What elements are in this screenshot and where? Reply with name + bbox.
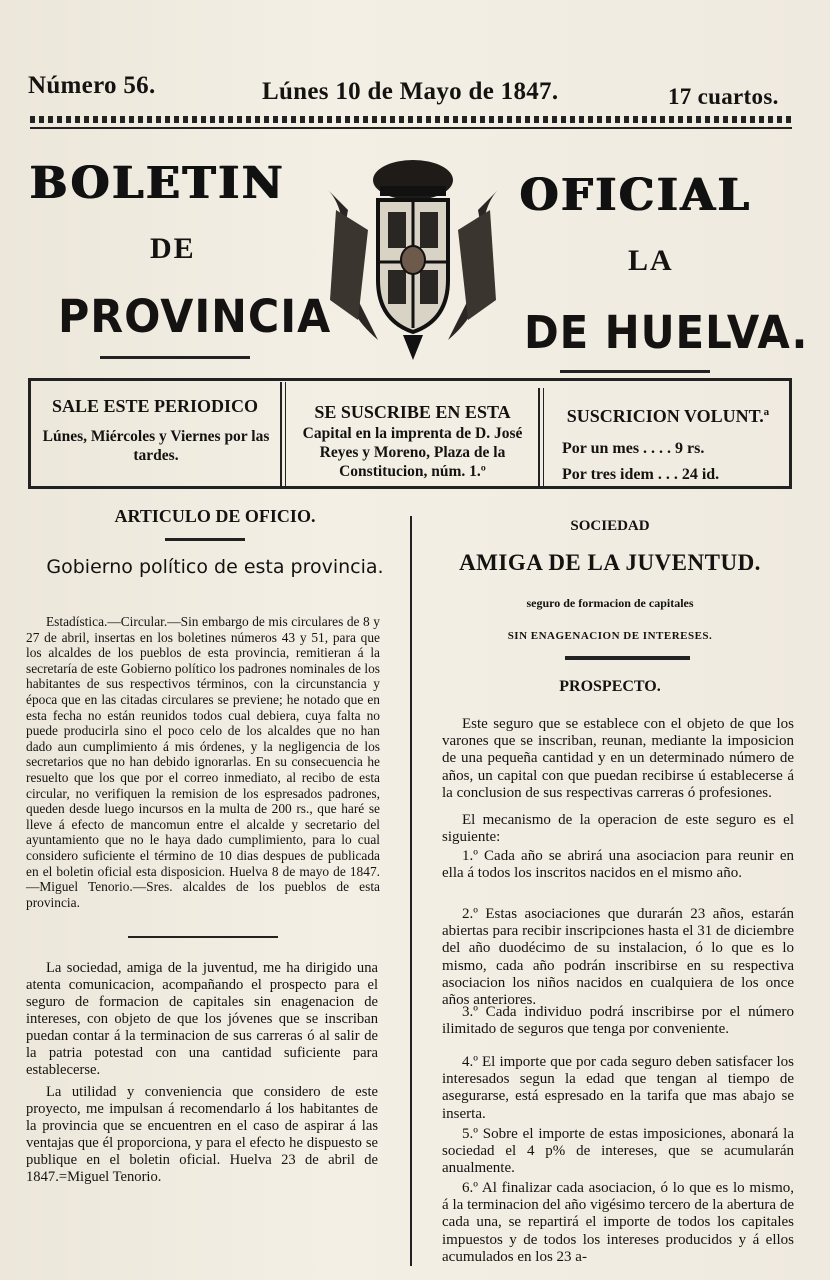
box-top-rule <box>28 378 792 381</box>
flourish-right <box>560 370 710 373</box>
box-left-heading: SALE ESTE PERIODICO <box>51 396 259 416</box>
ornamental-rule <box>30 116 792 123</box>
title-de-huelva: DE HUELVA. <box>524 306 809 359</box>
box-right-heading: SUSCRICION VOLUNT.ª <box>566 406 770 426</box>
society-subtitle-2: SIN ENAGENACION DE INTERESES. <box>507 630 713 642</box>
prospecto-item: 3.º Cada individuo podrá inscribirse por el número ilimitado de seguros que tenga por conveniente. <box>442 1004 794 1038</box>
prospecto-rule <box>565 656 690 660</box>
issue-date: Lúnes 10 de Mayo de 1847. <box>262 78 559 105</box>
box-divider <box>543 388 544 488</box>
prospecto-item: 2.º Estas asociaciones que durarán 23 años, estarán abiertas para recibir inscripciones hasta el 31 de diciembre del año duodécimo de su instalacion, ó lo que es lo mismo, cada año podrán inscribirse en su respectiva asociacion los niños nacidos en cualquiera de los once años anteriores. <box>442 906 794 1009</box>
issue-price: 17 cuartos. <box>668 84 779 109</box>
box-divider <box>538 388 540 488</box>
issue-number: Número 56. <box>28 72 156 99</box>
box-mid-text: Capital en la imprenta de D. José Reyes y Moreno, Plaza de la Constitucion, núm. 1.º <box>302 425 523 480</box>
society-label: SOCIEDAD <box>570 518 650 534</box>
flourish-left <box>100 356 250 359</box>
box-right-edge <box>789 378 792 488</box>
prospecto-item: 6.º Al finalizar cada asociacion, ó lo que es lo mismo, á la terminacion del año vigésimo tercero de la abertura de cada una, se repartirá el importe de todos los capitales impuestos y de todos los intereses producidos y á ellos acumulados en los 23 a- <box>442 1180 794 1265</box>
prospecto-mechanism: El mecanismo de la operacion de este seguro es el siguiente: <box>442 812 794 846</box>
title-oficial: OFICIAL <box>520 170 752 221</box>
title-la: LA <box>628 244 674 277</box>
box-right-line1: Por un mes . . . . 9 rs. <box>562 440 705 457</box>
society-subtitle-1: seguro de formacion de capitales <box>526 596 694 610</box>
title-provincia: PROVINCIA <box>58 290 332 343</box>
box-divider <box>285 382 286 486</box>
prospecto-item: 4.º El importe que por cada seguro deben satisfacer los interesados segun la edad que tengan al tiempo de asegurarse, está espresado en la tarifa que mas abajo se inserta. <box>442 1054 794 1122</box>
prospecto-heading: PROSPECTO. <box>559 678 661 695</box>
box-bottom-rule <box>28 486 792 489</box>
prospecto-item: 1.º Cada año se abrirá una asociacion para reunir en ella á todos los inscritos nacidos en el mismo año. <box>442 848 794 882</box>
prospecto-item: 5.º Sobre el importe de estas imposiciones, abonará la sociedad el 4 p% de intereses, que se acumularán anualmente. <box>442 1126 794 1177</box>
box-left-text: Lúnes, Miércoles y Viernes por las tardes. <box>42 428 270 464</box>
section-rule <box>165 538 245 541</box>
prospecto-intro: Este seguro que se establece con el objeto de que los varones que se inscriban, reunan, mediante la imposicion de una pequeña cantidad y en un determinado número de años, un capital con que puedan recibirse ú establecerse á la conclusion de sus respectivas carreras ó profesiones. <box>442 716 794 801</box>
coat-of-arms-icon <box>318 150 508 362</box>
box-right-line2: Por tres idem . . . 24 id. <box>562 466 720 483</box>
box-left-edge <box>28 378 31 488</box>
box-mid-heading: SE SUSCRIBE EN ESTA <box>314 402 511 422</box>
circular-text: Estadística.—Circular.—Sin embargo de mis circulares de 8 y 27 de abril, insertas en los boletines números 43 y 51, para que los alcaldes de los pueblos de esta provincia, remitieran á la secretaría de este Gobierno político los padrones nominales de los habitantes de sus respectivos términos, con la circunstancia y época que en las citadas circulares se previene; he notado que en esta fecha no están reunidos todos cual debiera, cuya falta no puede producirla sino el poco celo de los alcaldes que no han dado aun cumplimiento á mis órdenes, y la negligencia de los secretarios que no han debido ignorarlas. En su consecuencia he resuelto que los que por el correo inmediato, al recibo de esta circular, no verifiquen la remision de los espresados padrones, queden desde luego incursos en la multa de 200 rs., que haré se lleve á efecto de mancomun entre el alcalde y secretario del ayuntamiento que no le haya dado cumplimiento, para lo cual considero suficiente el término de 10 dias despues de publicada en el boletin oficial esta disposicion. Huelva 8 de mayo de 1847.—Miguel Tenorio.—Sres. alcaldes de los pueblos de esta provincia. <box>26 614 380 910</box>
society-para-2: La utilidad y conveniencia que considero de este proyecto, me impulsan á recomendarlo á los habitantes de la provincia que se encuentren en el caso de aspirar á las ventajas que él proporciona, y para el efecto he dispuesto se publique en el boletin oficial. Huelva 23 de abril de 1847.=Miguel Tenorio. <box>26 1084 378 1185</box>
ornamental-rule-thin <box>30 127 792 129</box>
column-divider <box>410 516 412 1266</box>
society-para-1: La sociedad, amiga de la juventud, me ha dirigido una atenta comunicacion, acompañando el prospecto para el seguro de formacion de capitales sin enagenacion de intereses, con objeto de que los jóvenes que se inscriban puedan contar á la terminacion de sus carreras ó al salir de la patria potestad con una cantidad suficiente para establecerse. <box>26 960 378 1078</box>
title-de: DE <box>150 232 196 265</box>
section-heading: ARTICULO DE OFICIO. <box>114 506 316 526</box>
society-name: AMIGA DE LA JUVENTUD. <box>459 550 761 575</box>
article-heading: Gobierno político de esta provincia. <box>46 556 384 578</box>
title-boletin: BOLETIN <box>30 158 286 209</box>
box-divider <box>280 382 282 486</box>
article-separator <box>128 936 278 938</box>
